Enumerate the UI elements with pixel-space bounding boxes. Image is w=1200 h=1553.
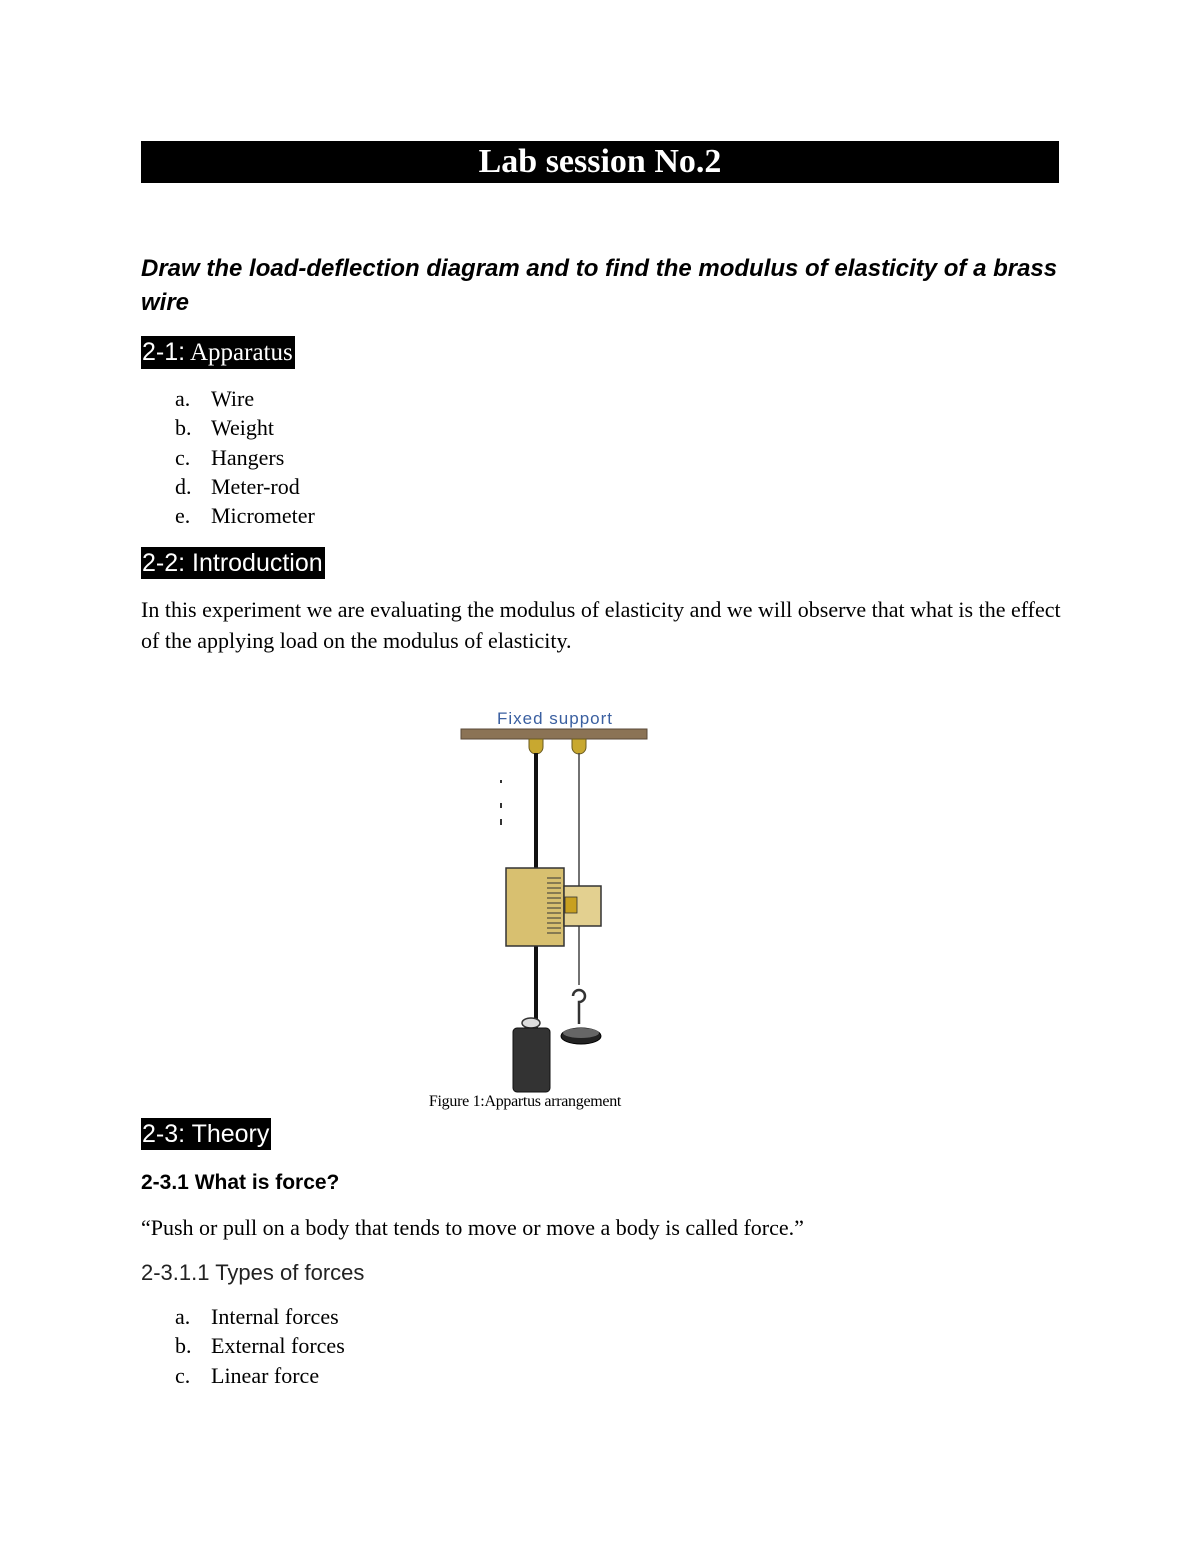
- force-definition: “Push or pull on a body that tends to move or move a body is called force.”: [141, 1215, 804, 1240]
- list-text: Internal forces: [211, 1304, 339, 1329]
- list-marker: e.: [175, 503, 191, 529]
- fixed-support-label: Fixed support: [497, 709, 613, 728]
- hanger-hook: [573, 990, 585, 1024]
- apparatus-diagram: [455, 700, 655, 1094]
- section-heading-apparatus: [141, 336, 295, 369]
- objective-heading: Draw the load-deflection diagram and to find the modulus of elasticity of a brass wire: [141, 255, 1058, 316]
- list-text: External forces: [211, 1333, 345, 1359]
- list-text: Wire: [211, 386, 255, 411]
- page-title: Lab session No.2: [141, 141, 1059, 183]
- subheading-force: 2-3.1 What is force?: [141, 1171, 340, 1194]
- hanging-weight: [513, 1028, 550, 1092]
- list-text: Micrometer: [211, 503, 315, 529]
- section-label: Apparatus: [189, 339, 293, 366]
- list-text: Meter-rod: [211, 473, 300, 499]
- list-marker: a.: [175, 386, 191, 411]
- section-heading-introduction: 2-2: Introduction: [142, 549, 323, 577]
- list-marker: b.: [175, 1333, 192, 1359]
- subheading-types-of-forces: 2-3.1.1 Types of forces: [141, 1260, 365, 1285]
- list-marker: c.: [175, 444, 191, 470]
- figure-caption: Figure 1:Appartus arrangement: [428, 1093, 622, 1110]
- vernier-block: [506, 868, 564, 946]
- list-text: Linear force: [211, 1362, 320, 1388]
- fixed-support-beam: [461, 729, 647, 739]
- section-number: 2-1:: [142, 338, 186, 366]
- list-marker: d.: [175, 473, 192, 499]
- clamp-left: [529, 739, 543, 754]
- section-heading-theory: 2-3: Theory: [142, 1120, 270, 1148]
- list-text: Hangers: [211, 444, 285, 470]
- list-marker: b.: [175, 415, 192, 441]
- weight-ring: [522, 1018, 540, 1028]
- clamp-right: [572, 739, 586, 754]
- list-marker: c.: [175, 1362, 191, 1388]
- apparatus-figure: [455, 700, 655, 1094]
- introduction-paragraph: In this experiment we are evaluating the modulus of elasticity and we will observe that what is the effect of the applying load on the modulus of elasticity.: [141, 597, 1061, 653]
- list-text: Weight: [211, 415, 274, 441]
- list-marker: a.: [175, 1304, 191, 1329]
